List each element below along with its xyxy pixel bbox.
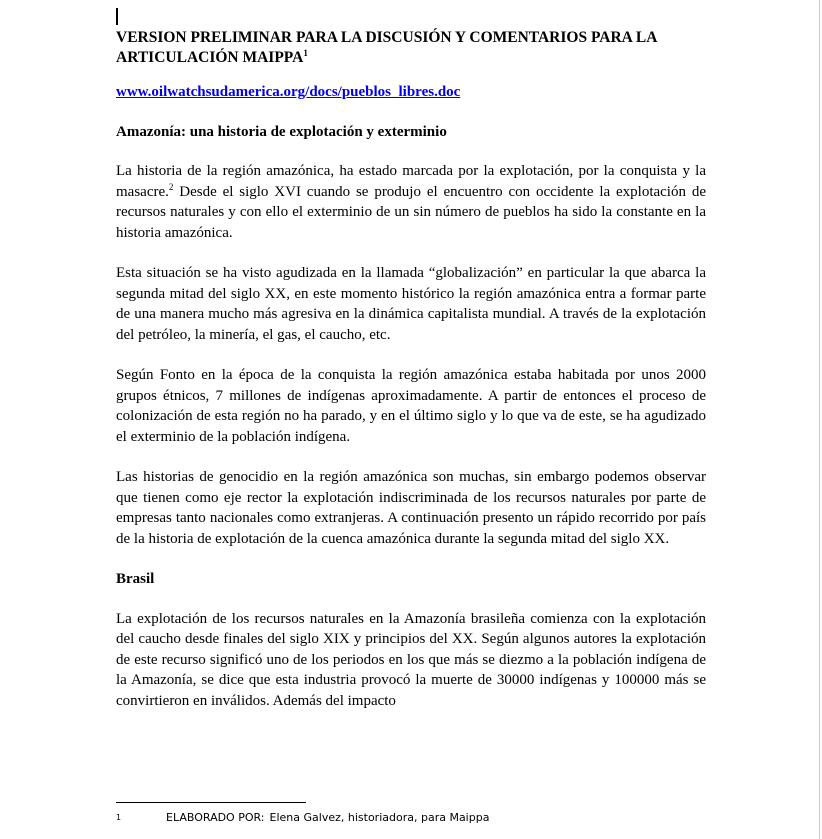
document-title-text: VERSION PRELIMINAR PARA LA DISCUSIÓN Y COMENTARIOS PARA LA ARTICULACIÓN MAIPPA: [116, 29, 657, 66]
footnote-label: ELABORADO POR:: [166, 811, 265, 824]
paragraph-4: Las historias de genocidio en la región amazónica son muchas, sin embargo podemos observar que tienen como eje rector la explotación indiscriminada de los recursos naturales por parte de empresas tanto nacionales como extranjeras. A continuación presento un rápido recorrido por país de la historia de explotación de la cuenca amazónica durante la segunda mitad del siglo XX.: [116, 469, 706, 547]
section-heading-brasil: Brasil: [116, 571, 155, 587]
footnote-ref-2[interactable]: 2: [168, 181, 174, 192]
footnote-separator: [116, 802, 306, 803]
paragraph-1-text-a: La historia de la región amazónica, ha estado marcada por la explotación, por la conquista y la masacre.: [116, 163, 706, 200]
document-title: [116, 28, 706, 68]
section-heading-amazonia: Amazonía: una historia de explotación y exterminio: [116, 123, 447, 140]
paragraph-1-text-b: Desde el siglo XVI cuando se produjo el encuentro con occidente la explotación de recursos naturales y con ello el exterminio de un sin número de pueblos ha sido la constante en la historia amazónica.: [116, 183, 706, 241]
footnote: [116, 811, 716, 825]
paragraph-1: [116, 161, 706, 243]
text-cursor: [116, 8, 118, 25]
document-body: [116, 28, 706, 731]
paragraph-5: La explotación de los recursos naturales en la Amazonía brasileña comienza con la explotación del caucho desde finales del siglo XIX y principios del XX. Según algunos autores la explotación de este recurso significó uno de los periodos en los que más se diezmo a la población indígena de la Amazonía, se dice que esta industria provocó la muerte de 30000 indígenas y 100000 más se convirtieron en inválidos. Además del impacto: [116, 610, 706, 709]
paragraph-3: Según Fonto en la época de la conquista la región amazónica estaba habitada por unos 2000 grupos étnicos, 7 millones de indígenas aproximadamente. A partir de entonces el proceso de colonización de esta región no ha parado, y en el último siglo y lo que va de este, se ha agudizado el exterminio de la población indígena.: [116, 367, 706, 445]
footnote-text: Elena Galvez, historiadora, para Maippa: [269, 811, 490, 824]
footnote-number: 1: [116, 813, 122, 822]
document-link[interactable]: www.oilwatchsudamerica.org/docs/pueblos_libres.doc: [116, 84, 461, 100]
footnote-ref-1[interactable]: 1: [303, 47, 308, 58]
paragraph-2: Esta situación se ha visto agudizada en la llamada “globalización” en particular la que abarca la segunda mitad del siglo XX, en este momento histórico la región amazónica entra a formar parte de una manera mucho más agresiva en la dinámica capitalista mundial. A través de la explotación del petróleo, la minería, el gas, el caucho, etc.: [116, 265, 706, 343]
